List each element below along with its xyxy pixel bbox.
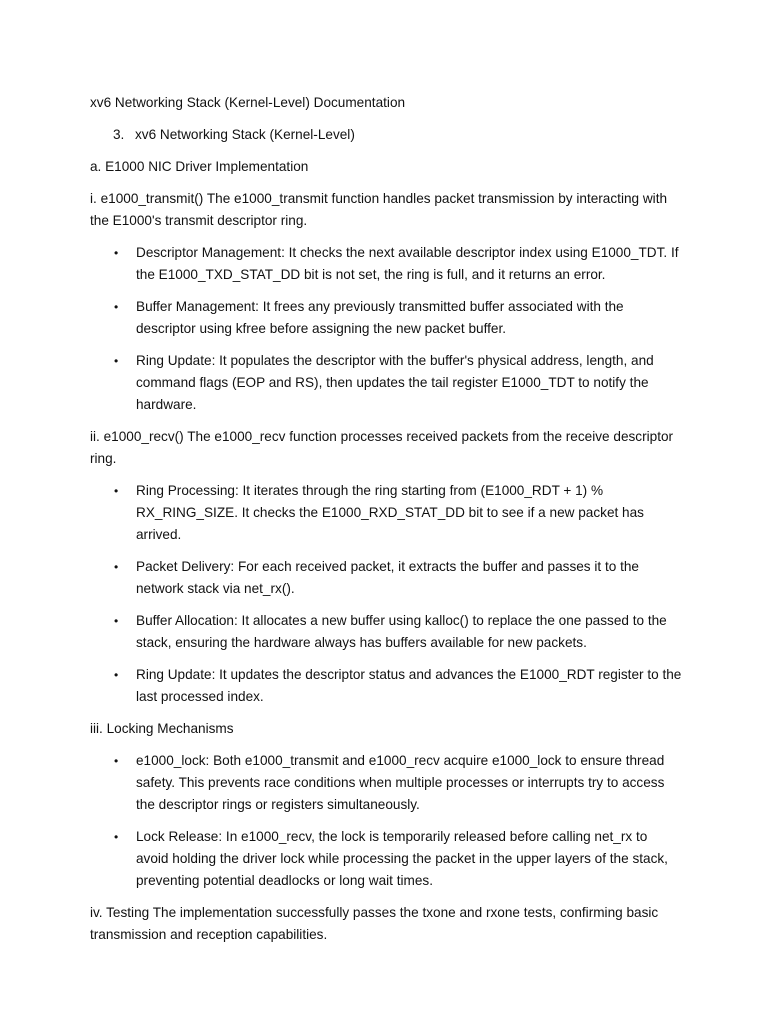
bullet-icon: • — [114, 560, 119, 574]
document-page — [90, 92, 682, 956]
bullet-icon: • — [114, 754, 119, 768]
transmit-list — [90, 242, 682, 416]
locking-list — [90, 750, 682, 892]
recv-intro: ii. e1000_recv() The e1000_recv function processes received packets from the receive descriptor ring. — [90, 429, 674, 466]
list-item-text: Descriptor Management: It checks the next available descriptor index using E1000_TDT. If the E1000_TXD_STAT_DD bit is not set, the ring is full, and it returns an error. — [136, 245, 679, 282]
bullet-icon: • — [114, 614, 119, 628]
list-item — [90, 296, 682, 340]
list-item — [90, 664, 682, 708]
bullet-icon: • — [114, 354, 119, 368]
list-item-text: Packet Delivery: For each received packet, it extracts the buffer and passes it to the network stack via net_rx(). — [136, 559, 639, 596]
section-title: xv6 Networking Stack (Kernel-Level) — [135, 127, 355, 142]
list-item — [90, 750, 682, 816]
list-item-text: e1000_lock: Both e1000_transmit and e1000_recv acquire e1000_lock to ensure thread safety. This prevents race conditions when multiple processes or interrupts try to access the descriptor rings or registers simultaneously. — [136, 753, 665, 812]
bullet-icon: • — [114, 246, 119, 260]
list-item — [90, 480, 682, 546]
bullet-icon: • — [114, 300, 119, 314]
recv-list — [90, 480, 682, 708]
list-item-text: Buffer Management: It frees any previously transmitted buffer associated with the descriptor using kfree before assigning the new packet buffer. — [136, 299, 624, 336]
list-item — [90, 826, 682, 892]
testing-paragraph: iv. Testing The implementation successfully passes the txone and rxone tests, confirming basic transmission and reception capabilities. — [90, 905, 659, 942]
list-item-text: Ring Update: It updates the descriptor status and advances the E1000_RDT register to the last processed index. — [136, 667, 682, 704]
locking-heading: iii. Locking Mechanisms — [90, 721, 234, 736]
list-item-text: Lock Release: In e1000_recv, the lock is temporarily released before calling net_rx to avoid holding the driver lock while processing the packet in the upper layers of the stack, preventing potential deadlocks or long wait times. — [136, 829, 668, 888]
bullet-icon: • — [114, 484, 119, 498]
list-item-text: Buffer Allocation: It allocates a new buffer using kalloc() to replace the one passed to the stack, ensuring the hardware always has buffers available for new packets. — [136, 613, 667, 650]
bullet-icon: • — [114, 668, 119, 682]
list-item — [90, 350, 682, 416]
bullet-icon: • — [114, 830, 119, 844]
section-heading — [113, 124, 682, 146]
list-item-text: Ring Processing: It iterates through the ring starting from (E1000_RDT + 1) % RX_RING_SIZE. It checks the E1000_RXD_STAT_DD bit to see if a new packet has arrived. — [136, 483, 644, 542]
list-item — [90, 556, 682, 600]
list-item-text: Ring Update: It populates the descriptor with the buffer's physical address, length, and command flags (EOP and RS), then updates the tail register E1000_TDT to notify the hardware. — [136, 353, 654, 412]
transmit-intro: i. e1000_transmit() The e1000_transmit function handles packet transmission by interacting with the E1000's transmit descriptor ring. — [90, 191, 668, 228]
list-item — [90, 242, 682, 286]
list-item — [90, 610, 682, 654]
subsection-heading: a. E1000 NIC Driver Implementation — [90, 159, 309, 174]
section-number: 3. — [113, 127, 125, 142]
document-title: xv6 Networking Stack (Kernel-Level) Documentation — [90, 95, 406, 110]
